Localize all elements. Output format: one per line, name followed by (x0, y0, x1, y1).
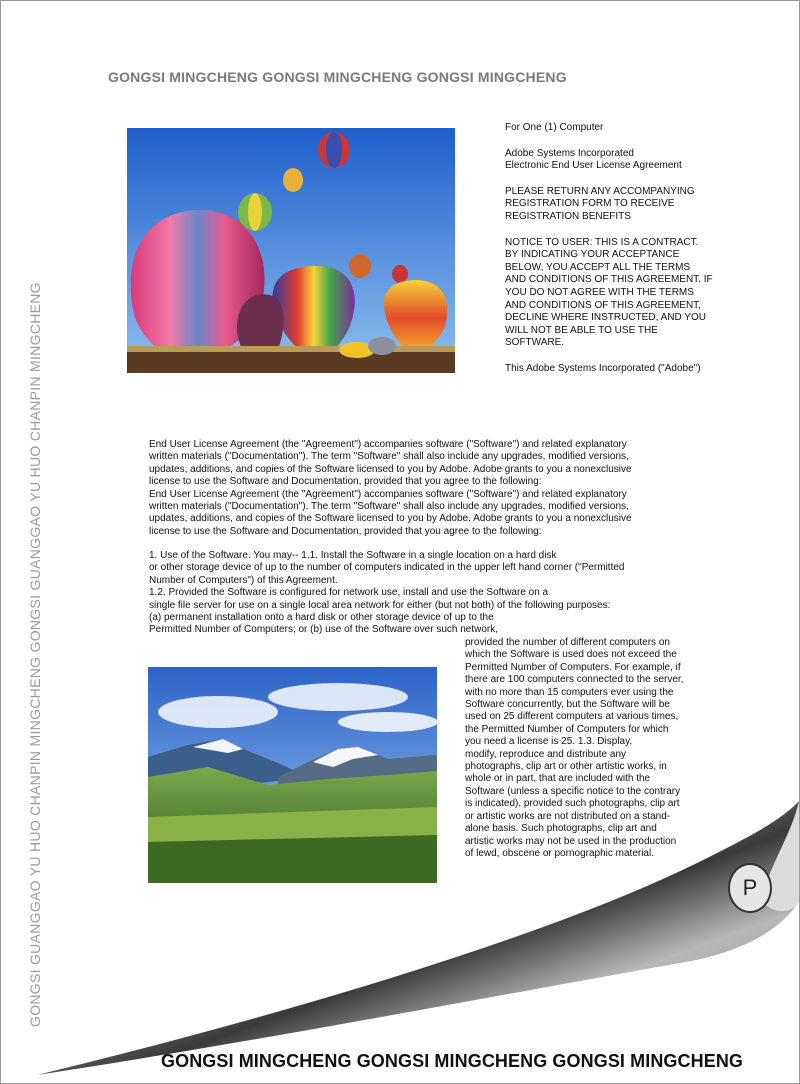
p-logo-badge: P (728, 863, 772, 913)
license-line-adobe: This Adobe Systems Incorporated ("Adobe") (505, 362, 701, 374)
page-curl-decoration (1, 1, 800, 1084)
license-line-notice: NOTICE TO USER: THIS IS A CONTRACT. BY INDICATING YOUR ACCEPTANCE BELOW, YOU ACCEPT ALL THE TERMS AND CONDITIONS OF THIS AGREEMENT. IF YOU DO NOT AGREE WITH THE TERMS AND CONDITIONS OF THIS AGREEMENT, DECLINE WHERE INSTRUCTED, AND YOU WILL NOT BE ABLE TO USE THE SOFTWARE. (505, 236, 713, 349)
page-header-title: GONGSI MINGCHENG GONGSI MINGCHENG GONGSI MINGCHENG (108, 69, 567, 85)
footer-title: GONGSI MINGCHENG GONGSI MINGCHENG GONGSI MINGCHENG (161, 1051, 744, 1071)
agreement-paragraph: End User License Agreement (the "Agreement") accompanies software ("Software") and related explanatory written materials ("Documentation"). The term "Software" shall also include any upgrades, modified versions, updates, additions, and copies of the Software licensed to you by Adobe. Adobe grants to you a nonexclusive license to use the Software and Documentation, provided that you agree to the following: End User License Agreement (the "Agreement") accompanies software ("Software") and related explanatory written materials ("Documentation"). The term "Software" shall also include any upgrades, modified versions, updates, additions, and copies of the Software licensed to you by Adobe. Adobe grants to you a nonexclusive license to use the Software and Documentation, provided that you agree to the following: (149, 439, 632, 537)
license-line-company: Adobe Systems Incorporated Electronic End User License Agreement (505, 147, 682, 172)
license-line-computer: For One (1) Computer (505, 122, 604, 133)
section-1-text: 1. Use of the Software. You may-- 1.1. Install the Software in a single location on a hard disk or other storage device of up to the number of computers indicated in the upper left hand corner ("Permitted Number of Computers") of this Agreement. 1.2. Provided the Software is configured for network use, install and use the Software on a single file server for use on a single local area network for either (but not both) of the following purposes: (a) permanent installation onto a hard disk or other storage device of up to the Permitted Number of Computers; or (b) use of the Software over such network, (149, 550, 625, 636)
license-line-registration: PLEASE RETURN ANY ACCOMPANYING REGISTRATION FORM TO RECEIVE REGISTRATION BENEFITS (505, 185, 695, 222)
section-1-continued-text: provided the number of different computers on which the Software is used does not exceed the Permitted Number of Computers. For example, if there are 100 computers connected to the server, with no more than 15 computers ever using the Software concurrently, but the Software will be used on 25 different computers at various times, the Permitted Number of Computers for which you need a license is 25. 1.3. Display, modify, reproduce and distribute any photographs, clip art or other artistic works, in whole or in part, that are included with the Software (unless a specific notice to the contrary is indicated), provided such photographs, clip art or artistic works are not distributed on a stand- alone basis. Such photographs, clip art and artistic works may not be used in the production of lewd, obscene or pornographic material. (465, 637, 684, 859)
vertical-side-text: GONGSI GUANGGAO YU HUO CHANPIN MINGCHENG GONGSI GUANGGAO YU HUO CHANPIN MINGCHENG (27, 282, 43, 1027)
